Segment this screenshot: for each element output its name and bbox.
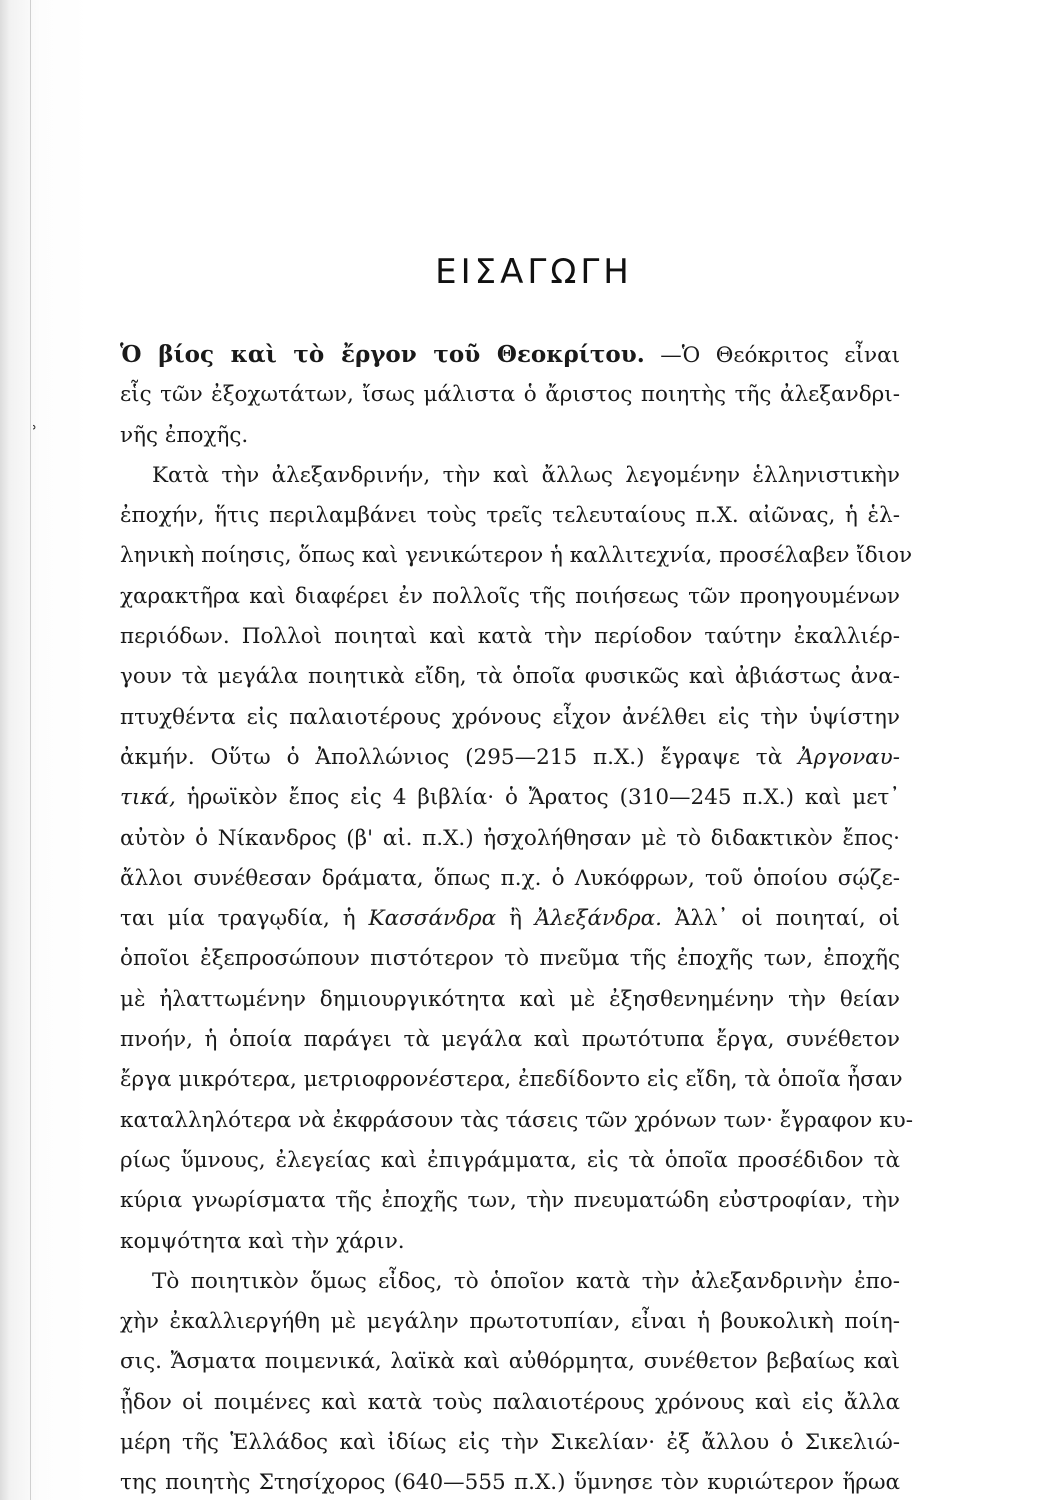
text-line: τικά, ἡρωϊκὸν ἔπος εἰς 4 βιβλία· ὁ Ἄρατος (310—245 π.Χ.) καὶ μετ᾽ [120, 785, 900, 811]
text-line: κομψότητα καὶ τὴν χάριν. [120, 1228, 405, 1254]
text-line: ληνικὴ ποίησις, ὅπως καὶ γενικώτερον ἡ καλλιτεχνία, προσέλαβεν ἴδιον [120, 543, 913, 569]
text-line: περιόδων. Πολλοὶ ποιηταὶ καὶ κατὰ τὴν περίοδον ταύτην ἐκαλλιέρ- [120, 624, 900, 650]
text-line: χαρακτῆρα καὶ διαφέρει ἐν πολλοῖς τῆς ποιήσεως τῶν προηγουμένων [120, 583, 900, 609]
text-line: αὐτὸν ὁ Νίκανδρος (β' αἰ. π.Χ.) ἠσχολήθησαν μὲ τὸ διδακτικὸν ἔπος· [120, 825, 900, 851]
text-line: μέρη τῆς Ἑλλάδος καὶ ἰδίως εἰς τὴν Σικελίαν· ἐξ ἄλλου ὁ Σικελιώ- [120, 1430, 900, 1456]
text-line: εἷς τῶν ἐξοχωτάτων, ἴσως μάλιστα ὁ ἄριστος ποιητὴς τῆς ἀλεξανδρι- [120, 382, 900, 408]
chapter-title: ΕΙΣΑΓΩΓΗ [435, 252, 633, 292]
section-heading: Ὁ βίος καὶ τὸ ἔργον τοῦ Θεοκρίτου. [120, 341, 645, 368]
text-line: χὴν ἐκαλλιεργήθη μὲ μεγάλην πρωτοτυπίαν, εἶναι ἡ βουκολικὴ ποίη- [120, 1309, 900, 1335]
text-line: ὁποῖοι ἐξεπροσώπουν πιστότερον τὸ πνεῦμα τῆς ἐποχῆς των, ἐποχῆς [120, 946, 900, 972]
text-line: πνοήν, ἡ ὁποία παράγει τὰ μεγάλα καὶ πρωτότυπα ἔργα, συνέθετον [120, 1027, 900, 1053]
text-line: ἔργα μικρότερα, μετριοφρονέστερα, ἐπεδίδοντο εἰς εἴδη, τὰ ὁποῖα ἦσαν [120, 1067, 903, 1093]
text-line: της ποιητὴς Στησίχορος (640—555 π.Χ.) ὕμνησε τὸν κυριώτερον ἥρωα [120, 1470, 900, 1496]
text-line: νῆς ἐποχῆς. [120, 422, 249, 448]
binding-gutter [30, 0, 31, 1500]
text-line: ἀκμήν. Οὕτω ὁ Ἀπολλώνιος (295—215 π.Χ.) ἔγραψε τὰ Ἀργοναυ- [120, 744, 900, 770]
text-line: καταλληλότερα νὰ ἐκφράσουν τὰς τάσεις τῶν χρόνων των· ἔγραφον κυ- [120, 1107, 913, 1133]
text-line: ἐποχήν, ἥτις περιλαμβάνει τοὺς τρεῖς τελευταίους π.Χ. αἰῶνας, ἡ ἑλ- [120, 503, 900, 529]
text-line: ἄλλοι συνέθεσαν δράματα, ὅπως π.χ. ὁ Λυκόφρων, τοῦ ὁποίου σῴζε- [120, 865, 900, 891]
text-line: ρίως ὕμνους, ἐλεγείας καὶ ἐπιγράμματα, εἰς τὰ ὁποῖα προσέδιδον τὰ [120, 1147, 900, 1173]
text-line: σις. Ἄσματα ποιμενικά, λαϊκὰ καὶ αὐθόρμητα, συνέθετον βεβαίως καὶ [120, 1349, 900, 1375]
text-line: ται μία τραγῳδία, ἡ Κασσάνδρα ἢ Ἀλεξάνδρα. Ἀλλ᾽ οἱ ποιηταί, οἱ [120, 906, 901, 932]
text-line: κύρια γνωρίσματα τῆς ἐποχῆς των, τὴν πνευματώδη εὐστροφίαν, τὴν [120, 1188, 900, 1214]
margin-mark: ˒ [32, 418, 38, 439]
text-line: ᾖδον οἱ ποιμένες καὶ κατὰ τοὺς παλαιοτέρους χρόνους καὶ εἰς ἄλλα [120, 1389, 900, 1415]
body-text [120, 335, 913, 1504]
text-line: γουν τὰ μεγάλα ποιητικὰ εἴδη, τὰ ὁποῖα φυσικῶς καὶ ἀβιάστως ἀνα- [120, 664, 900, 690]
text-line: Κατὰ τὴν ἀλεξανδρινήν, τὴν καὶ ἄλλως λεγομένην ἑλληνιστικὴν [152, 462, 900, 488]
text-line: Τὸ ποιητικὸν ὅμως εἶδος, τὸ ὁποῖον κατὰ τὴν ἀλεξανδρινὴν ἐπο- [152, 1268, 900, 1294]
text-line: Ὁ βίος καὶ τὸ ἔργον τοῦ Θεοκρίτου. —Ὁ Θεόκριτος εἶναι [120, 341, 901, 368]
text-line: πτυχθέντα εἰς παλαιοτέρους χρόνους εἶχον ἀνέλθει εἰς τὴν ὑψίστην [120, 704, 900, 730]
text-line: μὲ ἠλαττωμένην δημιουργικότητα καὶ μὲ ἐξησθενημένην τὴν θείαν [120, 986, 900, 1012]
